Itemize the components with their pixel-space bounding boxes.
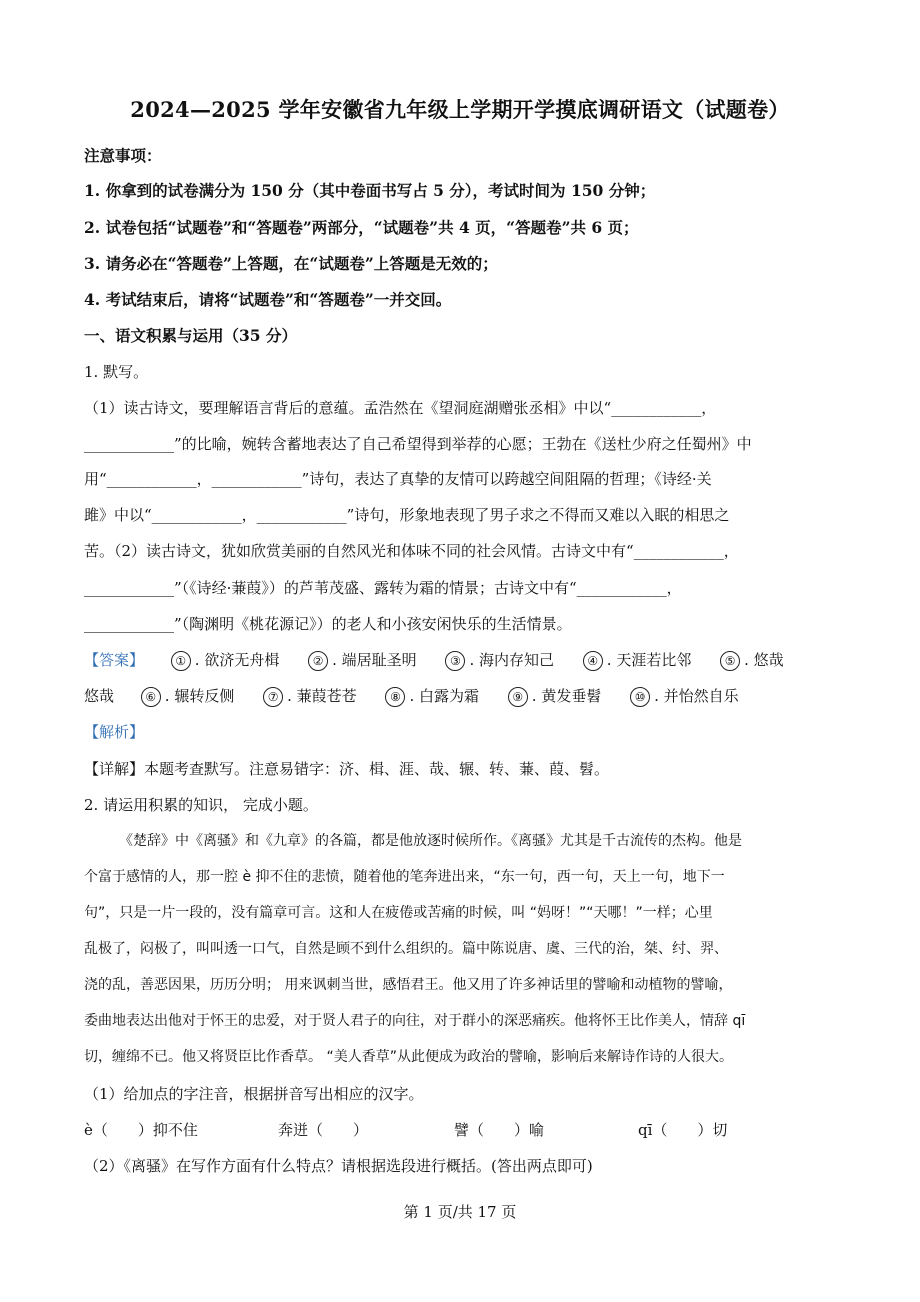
notice-heading: 注意事项： bbox=[84, 146, 162, 165]
answer-row bbox=[84, 650, 836, 671]
answer-row bbox=[84, 686, 836, 707]
notice-item: 1. 你拿到的试卷满分为 150 分（其中卷面书写占 5 分），考试时间为 150 分钟； bbox=[84, 181, 656, 200]
question-2-title: 2. 请运用积累的知识， 完成小题。 bbox=[84, 796, 318, 814]
question-1-title: 1. 默写。 bbox=[84, 363, 149, 381]
answer-item: ⑨ . 黄发垂髫 bbox=[508, 686, 602, 707]
answer-item: ⑥ . 辗转反侧 bbox=[141, 686, 235, 707]
answer-item: ③ . 海内存知己 bbox=[445, 650, 554, 671]
answer-item: ⑤ . 悠哉 bbox=[720, 650, 784, 671]
sub-question-1: （1）给加点的字注音，根据拼音写出相应的汉字。 bbox=[84, 1085, 424, 1103]
question-text-line: 用“____________，____________”诗句，表达了真挚的友情可以跨越空间阻隔的哲理；《诗经·关 bbox=[84, 470, 712, 488]
answer-item: ② . 端居耻圣明 bbox=[308, 650, 417, 671]
fill-item: è（ ）抑不住 bbox=[84, 1121, 198, 1139]
analysis-label: 【解析】 bbox=[84, 723, 145, 741]
passage-line: 句”，只是一片一段的，没有篇章可言。这和人在疲倦或苦痛的时候，叫 “妈呀！”“天哪！”一样；心里 bbox=[84, 905, 713, 921]
section-heading: 一、语文积累与运用（35 分） bbox=[84, 326, 297, 345]
answer-item: ① . 欲济无舟楫 bbox=[171, 650, 280, 671]
answer-item: ⑧ . 白露为霜 bbox=[385, 686, 479, 707]
answer-label: 【答案】 bbox=[84, 651, 145, 669]
sub-question-2: （2）《离骚》在写作方面有什么特点？请根据选段进行概括。(答出两点即可) bbox=[84, 1157, 593, 1175]
passage-line: 《楚辞》中《离骚》和《九章》的各篇，都是他放逐时候所作。《离骚》尤其是千古流传的杰构。他是 bbox=[119, 833, 742, 849]
question-text-line: ____________”（《诗经·蒹葭》）的芦苇茂盛、露转为霜的情景；古诗文中有“____________， bbox=[84, 579, 682, 597]
fill-item: 奔迸（ ） bbox=[278, 1121, 369, 1139]
question-text-line: 雎》中以“____________，____________”诗句，形象地表现了男子求之不得而又难以入眠的相思之 bbox=[84, 506, 730, 524]
passage-line: 委曲地表达出他对于怀王的忠爱，对于贤人君子的向往，对于群小的深恶痛疾。他将怀王比作美人，情辞 qī bbox=[84, 1013, 746, 1029]
notice-item: 3. 请务必在“答题卷”上答题，在“试题卷”上答题是无效的； bbox=[84, 254, 498, 273]
page-title: 2024—2025 学年安徽省九年级上学期开学摸底调研语文（试题卷） bbox=[130, 97, 790, 122]
answer-item: ⑦ . 蒹葭苍苍 bbox=[263, 686, 357, 707]
passage-line: 切，缠绵不已。他又将贤臣比作香草。 “美人香草”从此便成为政治的譬喻，影响后来解诗作诗的人很大。 bbox=[84, 1049, 733, 1065]
notice-item: 4. 考试结束后，请将“试题卷”和“答题卷”一并交回。 bbox=[84, 290, 452, 309]
passage-line: 乱极了，闷极了，叫叫透一口气，自然是顾不到什么组织的。篇中陈说唐、虞、三代的治，桀、纣、羿、 bbox=[84, 941, 728, 957]
answer-item: ④ . 天涯若比邻 bbox=[583, 650, 692, 671]
answer-continuation: 悠哉 bbox=[84, 687, 115, 705]
page-footer: 第 1 页/共 17 页 bbox=[403, 1203, 517, 1221]
question-text-line: 苦。（2）读古诗文，犹如欣赏美丽的自然风光和体味不同的社会风情。古诗文中有“____________， bbox=[84, 542, 739, 560]
fill-item: 譬（ ）喻 bbox=[454, 1121, 545, 1139]
passage-line: 浇的乱，善恶因果，历历分明； 用来讽刺当世，感悟君王。他又用了许多神话里的譬喻和动植物的譬喻， bbox=[84, 977, 733, 993]
question-text-line: （1）读古诗文，要理解语言背后的意蕴。孟浩然在《望洞庭湖赠张丞相》中以“____________， bbox=[84, 399, 717, 417]
answer-item: ⑩ . 并怡然自乐 bbox=[630, 686, 739, 707]
question-text-line: ____________”的比喻，婉转含蓄地表达了自己希望得到举荐的心愿；王勃在《送杜少府之任蜀州》中 bbox=[84, 435, 752, 453]
passage-line: 个富于感情的人，那一腔 è 抑不住的悲愤，随着他的笔奔进出来，“东一句，西一句，天上一句，地下一 bbox=[84, 869, 725, 885]
notice-item: 2. 试卷包括“试题卷”和“答题卷”两部分，“试题卷”共 4 页，“答题卷”共 6 页； bbox=[84, 218, 639, 237]
fill-item: qī（ ）切 bbox=[638, 1121, 728, 1139]
analysis-detail: 【详解】本题考查默写。注意易错字：济、楫、涯、哉、辗、转、蒹、葭、髫。 bbox=[84, 760, 610, 778]
question-text-line: ____________”（陶渊明《桃花源记》）的老人和小孩安闲快乐的生活情景。 bbox=[84, 615, 572, 633]
